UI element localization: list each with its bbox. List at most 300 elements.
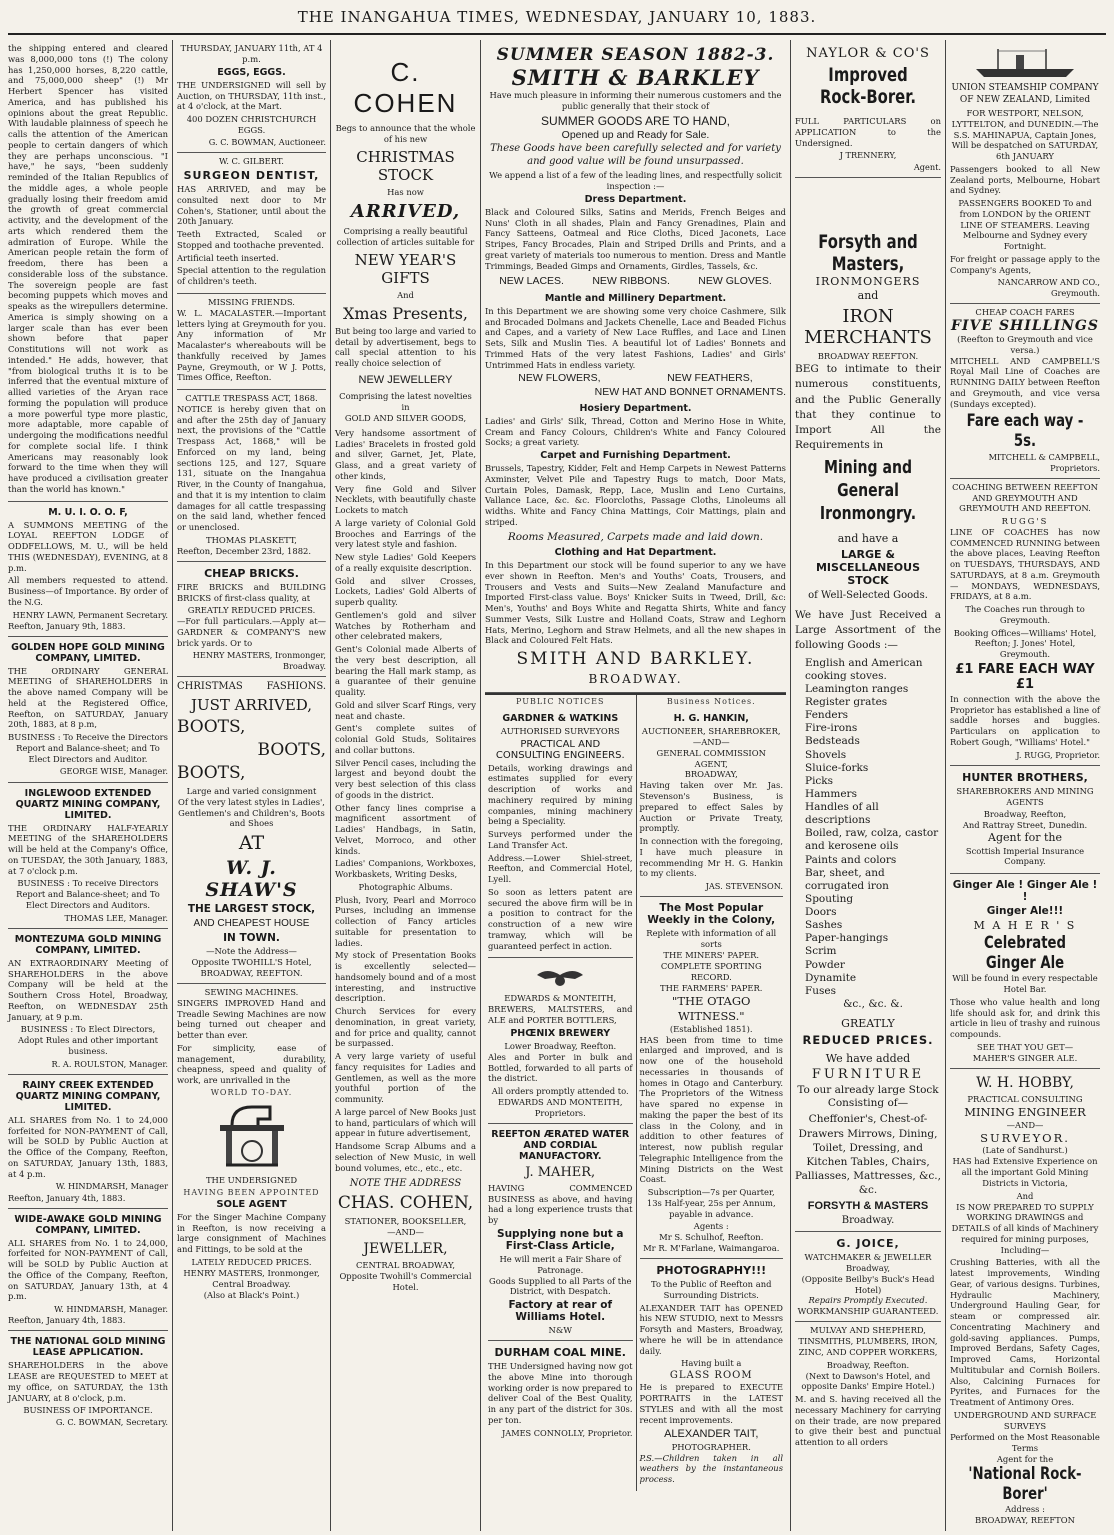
ad-firm: FORSYTH & MASTERS bbox=[807, 1200, 929, 1213]
notice-signature: W. HINDMARSH, Manager. bbox=[54, 1304, 168, 1315]
ad-boots-3: BOOTS, bbox=[177, 762, 246, 783]
ad-line: Mr S. Schulhof, Reefton. bbox=[659, 1232, 764, 1243]
ad-note: —Note the Address— bbox=[206, 946, 297, 957]
ad-body: HAS been from time to time enlarged and improved, and is now one of the household necessaries in thousands of homes in Otago and Canterbury. The Proprietors of the Witness have spared no expense in making the paper the best of its class in the Colony, and in addition to other features of interest, now publish regular Telegraphic Intelligence from the Mining Districts on the West Coast. bbox=[639, 1034, 783, 1185]
ad-body: PASSENGERS BOOKED To and from LONDON by the ORIENT LINE OF STEAMERS. Leaving Melbourne and Sydney every Fortnight. bbox=[958, 198, 1092, 252]
ad-address: BROADWAY, REEFTON. bbox=[200, 967, 303, 978]
ad-arrived: JUST ARRIVED, bbox=[190, 695, 313, 714]
ad-jeweller: JEWELLER, bbox=[363, 1241, 448, 1258]
ad-line: Comprising a really beautiful collection of articles suitable for bbox=[336, 226, 475, 248]
ad-item: Gent's Colonial made Alberts of the very best description, all bearing the Hall mark stamp, as a guarantee of their genuine quality. bbox=[335, 644, 476, 698]
notice-body: THE ORDINARY GENERAL MEETING of SHAREHOLDERS in the above named Company will be held at the Registered Office, Reefton, on SATURDAY, January 20th, 1883, at 8 p.m, bbox=[8, 665, 168, 730]
notice-rainy-creek bbox=[8, 1075, 168, 1209]
ad-line: Broadway. bbox=[841, 1214, 895, 1226]
ad-factory: Factory at rear of Williams Hotel. bbox=[508, 1299, 613, 1324]
ad-signature: HENRY MASTERS, Ironmonger, Central Broadway. bbox=[183, 1267, 320, 1289]
ad-boots-1: BOOTS, bbox=[177, 716, 246, 737]
ad-title: "THE OTAGO WITNESS." bbox=[672, 993, 751, 1023]
ad-and: And bbox=[397, 289, 414, 300]
notice-golden-hope bbox=[8, 637, 168, 783]
ad-body: For freight or passage apply to the Company's Agents, bbox=[950, 253, 1100, 275]
ad-line: Large and varied consignment bbox=[186, 785, 317, 796]
ad-line: Will be found in every respectable Hotel Bar. bbox=[952, 973, 1098, 995]
column-6 bbox=[945, 40, 1104, 1531]
ad-line: MINING ENGINEER bbox=[964, 1104, 1086, 1119]
ad-body: FOR WESTPORT, NELSON, LYTTELTON, and DUNEDIN.—The S.S. MAHINAPUA, Captain Jones, Will be despatched on SATURDAY, 6th JANUARY bbox=[951, 108, 1099, 162]
ad-heading: EDWARDS & MONTEITH, bbox=[504, 993, 617, 1004]
goods-item: Powder bbox=[805, 958, 845, 971]
ad-body: Having taken over Mr. Jas. Stevenson's Business, is prepared to effect Sales by Auction or Private Treaty, promptly. bbox=[639, 780, 783, 834]
goods-item: English and American cooking stoves. bbox=[805, 656, 923, 682]
ad-signature: THOMAS PLASKETT, bbox=[206, 534, 297, 545]
masthead-title: THE INANGAHUA TIMES, WEDNESDAY, JANUARY 10, 1883. bbox=[297, 8, 817, 26]
goods-item: Shovels bbox=[805, 748, 847, 761]
ad-heading: GARDNER & WATKINS bbox=[502, 712, 619, 724]
ad-gardner-watkins bbox=[488, 708, 633, 959]
ad-date: Reefton, December 23rd, 1882. bbox=[177, 545, 312, 556]
ad-prices: LATELY REDUCED PRICES. bbox=[191, 1256, 312, 1267]
ad-eggs bbox=[177, 40, 326, 153]
notice-body: ALL SHARES from No. 1 to 24,000 forfeited for NON-PAYMENT of Call, will be SOLD by Public Auction at the Office of the Company, Reefton, on SATURDAY, January 13th, 1883, at 4 p.m. bbox=[8, 1114, 168, 1179]
ad-body: —For full particulars.—Apply at—GARDNER & COMPANY'S new brick yards. Or to bbox=[177, 616, 326, 648]
ad-hobby bbox=[950, 1069, 1100, 1531]
goods-item: Doors bbox=[805, 906, 837, 919]
ad-line: —AND— bbox=[387, 1227, 424, 1238]
ad-heading: H. G. HANKIN, bbox=[673, 712, 749, 724]
ad-dept-body: In this Department our stock will be found superior to any we have ever shown in Reefton. Men's and Youths' Coats, Trousers, and Trousers and Vests and Suits—New Zealand Manufacture and Imported First-class value. Boys' Knicker Suits in Tweed, Drill, &c: Men's, Youths' and Boys White and Regatta Shirts, White and fancy Summer Vests, Silk Lustre and Holland Coats, Straw and Leghorn Hats, Merino, Leghorn and Straw Helmets, and all the new shapes in Black and Coloured Felt Hats. bbox=[485, 560, 786, 646]
ad-durham-coal bbox=[488, 1341, 633, 1443]
ad-heading: PHOTOGRAPHY!!! bbox=[656, 1264, 767, 1278]
notice-heading: GOLDEN HOPE GOLD MINING COMPANY, LIMITED. bbox=[11, 641, 165, 664]
ad-town: IN TOWN. bbox=[223, 932, 280, 945]
ad-line: Special attention to the regulation of children's teeth. bbox=[177, 265, 326, 287]
ad-heading: REEFTON ÆRATED WATER AND CORDIAL MANUFACTORY. bbox=[491, 1128, 630, 1162]
ad-line: UNDERGROUND AND SURFACE SURVEYS bbox=[953, 1409, 1097, 1431]
ad-signature: G. C. BOWMAN, Auctioneer. bbox=[208, 136, 326, 147]
notice-signature: G. C. BOWMAN, Secretary. bbox=[55, 1417, 168, 1428]
goods-item: Dynamite bbox=[805, 971, 857, 984]
ad-line: (Opposite Beilby's Buck's Head Hotel) bbox=[801, 1273, 935, 1295]
ad-body: Crushing Batteries, with all the latest improvements, Winding Gear, of various designs. Turbines, Hydraulic Machinery, Underground Hauling Gear, for steam or compressed air. Concentrating Machinery and gold-saving appliances. Pumps, Improved Berdans, Safety Cages, Improved Cams, Horizontal Multitubular and Cornish Boilers. Also, Calcining Furnaces for Pyrites, and Furnaces for the Treatment of Antimony Ores. bbox=[950, 1257, 1100, 1408]
ad-line: WORKMANSHIP GUARANTEED. bbox=[797, 1306, 939, 1317]
ad-dept-heading: Carpet and Furnishing Department. bbox=[540, 450, 731, 461]
goods-item: Register grates bbox=[805, 696, 888, 709]
ad-heading: COACHING BETWEEN REEFTON AND GREYMOUTH AND GREYMOUTH AND REEFTON. bbox=[952, 481, 1098, 514]
goods-item: Bedsteads bbox=[805, 735, 860, 748]
ad-body: But being too large and varied to detail by advertisement, begs to call special attention to his really choice selection of bbox=[335, 325, 476, 369]
notice-body: AN EXTRAORDINARY Meeting of SHAREHOLDERS in the above Company will be held at the Southern Cross Hotel, Broadway, Reefton, on WEDNESDAY 25th January, at 9 p.m. bbox=[8, 957, 168, 1022]
ad-body: HAS ARRIVED, and may be consulted next door to Mr Cohen's, Stationer, until about the 20th January. bbox=[177, 184, 326, 227]
ad-new-row bbox=[485, 372, 786, 386]
ad-signature: NANCARROW AND CO., Greymouth. bbox=[997, 277, 1100, 298]
ad-broadway: BROADWAY. bbox=[588, 672, 683, 687]
ad-line: Mr R. M'Farlane, Waimangaroa. bbox=[643, 1243, 780, 1254]
ad-new: NEW HAT AND BONNET ORNAMENTS. bbox=[594, 386, 786, 399]
goods-item: Paints and colors bbox=[805, 853, 897, 866]
ad-stock: CHRISTMAS STOCK bbox=[356, 147, 455, 184]
notice-signature: THOMAS LEE, Manager. bbox=[64, 912, 168, 923]
ad-line: Artificial teeth inserted. bbox=[177, 252, 279, 263]
goods-item: &c., &c. &. bbox=[843, 997, 903, 1010]
ad-pound: £1 FARE EACH WAY £1 bbox=[955, 661, 1095, 692]
ad-body: ALEXANDER TAIT has OPENED his NEW STUDIO, next to Messrs Forsyth and Masters, Broadway, where he will be in attendance daily. bbox=[639, 1302, 783, 1356]
ad-season: SUMMER SEASON 1882-3. bbox=[496, 45, 775, 65]
ad-line: Comprising the latest novelties in bbox=[339, 391, 472, 413]
ad-body: FULL PARTICULARS on APPLICATION to the Undersigned. bbox=[795, 116, 941, 148]
ad-tagline: These Goods have been carefully selected and for variety and good value will be found unsurpassed. bbox=[490, 142, 781, 167]
ad-borer-wrap bbox=[795, 64, 941, 108]
notice-signature: GEORGE WISE, Manager. bbox=[59, 766, 168, 777]
ad-line: GOLD AND SILVER GOODS, bbox=[344, 412, 467, 423]
ad-smith-barkley bbox=[485, 40, 786, 693]
ad-line: Opposite Twohill's Commercial Hotel. bbox=[339, 1271, 472, 1293]
masthead bbox=[0, 0, 1114, 40]
ad-line: THE MINERS' PAPER. bbox=[663, 950, 760, 961]
ad-hankin bbox=[640, 708, 784, 898]
ad-line: and have a bbox=[837, 531, 899, 545]
ad-new: NEW FLOWERS, bbox=[518, 372, 601, 385]
ad-item: Gold and silver Scarf Rings, very neat and chaste. bbox=[335, 699, 476, 721]
ad-line: To our already large Stock Consisting of— bbox=[797, 1083, 939, 1109]
ad-mulvay-shepherd bbox=[795, 1322, 941, 1454]
ad-heading: The Most Popular Weekly in the Colony, bbox=[647, 902, 776, 927]
notice-national bbox=[8, 1331, 168, 1432]
ad-union-steamship bbox=[950, 40, 1100, 304]
ad-line: GREATLY bbox=[841, 1017, 895, 1031]
ad-at: AT bbox=[238, 832, 265, 855]
column-2 bbox=[172, 40, 330, 1531]
notice-body: A SUMMONS MEETING of the LOYAL REEFTON LODGE of ODDFELLOWS, M. U., will be held THIS (WEDNESDAY), EVENING, at 8 p.m. bbox=[8, 519, 168, 573]
ad-new: NEW LACES. bbox=[499, 275, 564, 288]
ad-heading-right: FASHIONS. bbox=[266, 680, 326, 692]
ad-heading: EGGS, EGGS. bbox=[217, 66, 286, 78]
ad-new: NEW FEATHERS, bbox=[667, 372, 753, 385]
ad-line: STATIONER, BOOKSELLER, bbox=[344, 1216, 467, 1227]
goods-item: Bar, sheet, and corrugated iron bbox=[805, 866, 889, 892]
ad-bricks bbox=[177, 562, 326, 677]
ad-photography bbox=[640, 1259, 784, 1491]
ad-line: Lower Broadway, Reefton. bbox=[504, 1040, 617, 1051]
ad-furniture: FURNITURE bbox=[811, 1066, 925, 1082]
goods-item: Boiled, raw, colza, castor and kerosene oils bbox=[805, 827, 939, 853]
ad-item: Gentlemen's gold and silver Watches by Rotherham and other celebrated makers, bbox=[335, 609, 476, 642]
notice-inglewood bbox=[8, 783, 168, 929]
notices-grid bbox=[485, 693, 786, 1491]
ad-firm-footer: SMITH AND BARKLEY. bbox=[516, 649, 755, 670]
ad-item: New style Ladies' Gold Keepers of a really exquisite description. bbox=[335, 552, 476, 573]
ad-line: (Late of Sandhurst.) bbox=[982, 1145, 1068, 1156]
ad-borer: Improved Rock-Borer. bbox=[819, 64, 917, 108]
ad-hunter-brothers bbox=[950, 766, 1100, 874]
ad-line: Have much pleasure in informing their numerous customers and the public generally that their stock of bbox=[489, 90, 782, 111]
ad-joice bbox=[795, 1232, 941, 1323]
ad-line: Broadway, bbox=[846, 1262, 890, 1273]
goods-item: Fuses bbox=[805, 984, 837, 997]
notice-wide-awake bbox=[8, 1209, 168, 1332]
ad-merchants: IRON MERCHANTS bbox=[804, 306, 932, 349]
ad-body: For simplicity, ease of management, durability, cheapness, speed and quality of work, are unrivalled in the bbox=[177, 1042, 326, 1086]
ad-signature: JAMES CONNOLLY, Proprietor. bbox=[502, 1427, 633, 1438]
ad-rugg-coaches bbox=[950, 479, 1100, 766]
ad-line: TINSMITHS, PLUMBERS, IRON, ZINC, AND COPPER WORKERS, bbox=[798, 1336, 938, 1357]
ad-line: We append a list of a few of the leading lines, and respectfully solicit inspection :— bbox=[489, 170, 782, 192]
ad-five: FIVE SHILLINGS bbox=[951, 317, 1099, 334]
ad-dept-heading: Hosiery Department. bbox=[579, 402, 692, 414]
ad-line: All orders promptly attended to. bbox=[491, 1086, 629, 1096]
ad-heading: DURHAM COAL MINE. bbox=[494, 1346, 626, 1360]
ad-sole-agent: SOLE AGENT bbox=[216, 1198, 287, 1210]
ad-item: My stock of Presentation Books is excellently selected—handsomely bound and of a most interesting, and instructive description. bbox=[335, 950, 476, 1004]
ad-body: IS NOW PREPARED TO SUPPLY WORKING DRAWINGS and DETAILS of all kinds of Machinery required for mining purposes, Including— bbox=[951, 1201, 1099, 1255]
ad-line: Agent for the bbox=[996, 1453, 1054, 1464]
ad-line: —AND— bbox=[1006, 1119, 1044, 1130]
section-label: PUBLIC NOTICES bbox=[516, 696, 605, 706]
ad-lot: 400 DOZEN CHRISTCHURCH EGGS. bbox=[186, 114, 317, 136]
ad-item: Church Services for every denomination, in great variety, and for price and quality, cannot be surpassed. bbox=[335, 1006, 476, 1049]
ad-heading: Forsyth and Masters, bbox=[818, 230, 918, 275]
masthead-rule bbox=[8, 33, 1106, 35]
notice-heading: RAINY CREEK EXTENDED QUARTZ MINING COMPANY, LIMITED. bbox=[15, 1079, 161, 1113]
ad-heading: W. H. HOBBY, bbox=[976, 1074, 1074, 1091]
ad-line: We have added bbox=[825, 1052, 911, 1066]
notice-date: Reefton, January 4th, 1883. bbox=[8, 1192, 126, 1203]
ad-new-row bbox=[485, 275, 786, 289]
goods-item: Scrim bbox=[805, 945, 837, 958]
ad-item: A large parcel of New Books just to hand, particulars of which will appear in future advertisement, bbox=[335, 1106, 476, 1139]
notice-body: ALL SHARES from No. 1 to 24,000, forfeited for NON-PAYMENT of Call, will be SOLD by Public Auction at the Office of the Company, Reefton, on SATURDAY, January 13th, at 4 p.m. bbox=[8, 1237, 168, 1302]
ad-line: AUCTIONEER, SHAREBROKER, bbox=[641, 725, 781, 736]
ad-gifts: NEW YEAR'S GIFTS bbox=[354, 250, 457, 287]
ad-maher: J. MAHER, bbox=[525, 1164, 596, 1180]
ad-line: PHOTOGRAPHER. bbox=[671, 1441, 751, 1452]
section-label: Business Notices. bbox=[666, 696, 756, 706]
ad-line: Broadway, Reefton. bbox=[826, 1359, 910, 1370]
ad-line: THE FARMERS' PAPER. bbox=[660, 982, 763, 993]
ad-line: GENERAL COMMISSION AGENT, bbox=[656, 747, 766, 769]
notice-montezuma bbox=[8, 929, 168, 1075]
ad-reduced: REDUCED PRICES. bbox=[802, 1033, 934, 1048]
ad-line: of Well-Selected Goods. bbox=[808, 590, 928, 602]
ad-line: Scottish Imperial Insurance Company. bbox=[965, 845, 1085, 867]
notice-heading: M. U. I. O. O. F, bbox=[48, 506, 128, 518]
ad-goods: SUMMER GOODS ARE TO HAND, bbox=[541, 113, 730, 128]
ad-also: (Also at Black's Point.) bbox=[203, 1289, 300, 1300]
notice-muioof bbox=[8, 502, 168, 637]
ad-dept-body: In this Department we are showing some very choice Cashmere, Silk and Brocaded Dolmans and Jackets Chenelle, Lace and Beaded Fichus and Capes, and a variety of New Lace Ruffles, and Lace and Linen Sets, Silk and Muslin Ties. A beautiful lot of Ladies' Bonnets and Trimmed Hats of the very latest Fashions, Ladies' and Girls' Untrimmed Hats in endless variety. bbox=[485, 305, 786, 370]
ad-line: And Rattray Street, Dunedin. bbox=[962, 820, 1088, 831]
column-5 bbox=[790, 40, 945, 1531]
ad-body: Ales and Porter in bulk and Bottled, forwarded to all parts of the district. bbox=[488, 1051, 633, 1084]
ad-line: Agent for the bbox=[988, 831, 1062, 845]
ad-cohen bbox=[335, 40, 476, 1297]
ad-line: (Established 1851). bbox=[669, 1023, 753, 1034]
ad-body: LINE OF COACHES has now COMMENCED RUNNING between the above places, Leaving Reefton on TUESDAYS, THURSDAYS, AND SATURDAYS, at 8 a.m. Greymouth— MONDAYS, WEDNESDAYS, FRIDAYS, at 8 a.m. bbox=[950, 526, 1100, 602]
ad-line: BROADWAY REEFTON. bbox=[817, 351, 919, 362]
ad-undersigned: THE UNDERSIGNED bbox=[205, 1174, 298, 1185]
ad-item: Gent's complete suites of colonial Gold Studs, Solitaires and collar buttons. bbox=[335, 723, 476, 755]
ad-christmas-fashions bbox=[177, 677, 326, 984]
goods-item: Spouting bbox=[805, 892, 854, 905]
ad-signature: EDWARDS AND MONTEITH, Proprietors. bbox=[497, 1096, 623, 1118]
ad-heading: SURGEON DENTIST, bbox=[183, 169, 320, 183]
ad-signature: J. RUGG, Proprietor. bbox=[1016, 749, 1100, 760]
ad-body: MITCHELL AND CAMPBELL'S Royal Mail Line of Coaches are RUNNING DAILY between Reefton and Greymouth, and vice versa (Sundays excepted). bbox=[950, 355, 1100, 409]
notice-business: BUSINESS OF IMPORTANCE. bbox=[23, 1405, 153, 1416]
ad-dept-heading: Mantle and Millinery Department. bbox=[544, 292, 727, 304]
ad-line: To the Public of Reefton and Surrounding Districts. bbox=[651, 1279, 772, 1300]
ad-line: IRONMONGERS bbox=[815, 274, 921, 288]
ad-dept-body: Ladies' and Girls' Silk, Thread, Cotton and Merino Hose in White, Cream and Fancy Colours, Children's White and Fancy Coloured Socks; a great variety. bbox=[485, 415, 786, 448]
article-text: the shipping entered and cleared was 8,000,000 tons (!) The colony has 1,250,000 horses, 8,220 cattle, and 75,000,000 sheep" (!) Mr Herbert Spencer has visited America, and has published his opinions about the great Republic. With laudable plainness of speech he calls the attention of the American people to certain dangers of which they are perhaps unconscious. "I have," he says, "been suddenly reminded of the Italian Republics of the middle ages, a whole people gradually losing their freedom amid the growth of great commercial activity, and the development of the arts which rendered them the admiration of Europe. While the American people retain the form of freedom, there has been a considerable loss of the substance. The sovereign people are fast becoming puppets which moves and speaks as the wirepullers determine. America is simply showing on a larger scale than has ever been shown before that paper Constitutions will not work as intended." He adds, however, that "from biological truths it is to be inferred that the eventual mixture of allied varieties of the Aryan race forming the population will produce a more powerful type more plastic, more adaptable, more capable of undergoing the modifications needful for complete social life. I think Americans may reasonably look forward to the time when they will have produced a civilisation greater than the world has known." bbox=[8, 43, 168, 494]
ad-line: Repairs Promptly Executed. bbox=[808, 1295, 928, 1306]
ad-prices: GREATLY REDUCED PRICES. bbox=[187, 605, 316, 616]
ad-line: MAHER'S GINGER ALE. bbox=[972, 1052, 1078, 1063]
ad-line: CENTRAL BROADWAY, bbox=[355, 1260, 456, 1271]
ad-chas: CHAS. COHEN, bbox=[337, 1193, 474, 1214]
ad-signature: J TRENNERY, bbox=[839, 150, 897, 161]
notice-heading: INGLEWOOD EXTENDED QUARTZ MINING COMPANY, LIMITED. bbox=[15, 787, 161, 821]
ad-body: FIRE BRICKS and BUILDING BRICKS of first-class quality, at bbox=[177, 581, 326, 603]
ad-heading: MULVAY AND SHEPHERD, bbox=[810, 1325, 926, 1336]
ad-line: Replete with information of all sorts bbox=[646, 928, 777, 950]
ad-body: For the Singer Machine Company in Reefton, is now receiving a large consignment of Machines and Fittings, to be sold at the bbox=[177, 1211, 326, 1254]
ad-line: He will merit a Fair Share of Patronage. bbox=[499, 1253, 622, 1275]
eagle-emblem-icon bbox=[535, 965, 585, 989]
ad-body: M. and S. having received all the necessary Machinery for carrying on their trade, are now prepared to give their best and punctual attention to all orders bbox=[795, 1394, 941, 1448]
ad-item: A large variety of Colonial Gold Brooches and Earrings of the very latest style and fashion. bbox=[335, 517, 476, 550]
ad-line: Begs to announce that the whole of his new bbox=[335, 123, 476, 144]
notice-date: Reefton, January 4th, 1883. bbox=[8, 1315, 126, 1326]
ad-body: THE UNDERSIGNED will sell by Auction, on THURSDAY, 11th inst., at 4 o'clock, at the Mart. bbox=[177, 79, 326, 112]
ad-naylor bbox=[795, 40, 941, 178]
ad-heading: HUNTER BROTHERS, bbox=[962, 770, 1088, 784]
ad-mining: Mining and General Ironmongry. bbox=[819, 456, 917, 525]
ad-coach-fares bbox=[950, 304, 1100, 479]
ad-fare-wrap bbox=[950, 411, 1100, 451]
goods-item: Fenders bbox=[805, 709, 849, 722]
ad-line: SHAREBROKERS AND MINING AGENTS bbox=[956, 785, 1094, 807]
ad-dept-heading: Clothing and Hat Department. bbox=[554, 547, 717, 559]
ad-signature: HENRY MASTERS, Ironmonger, Broadway. bbox=[192, 650, 326, 671]
ad-xmas: Xmas Presents, bbox=[343, 303, 468, 323]
ad-opened: Opened up and Ready for Sale. bbox=[561, 129, 710, 142]
ad-note: NOTE THE ADDRESS bbox=[349, 1178, 462, 1190]
goods-item: Leamington ranges bbox=[805, 682, 909, 695]
ad-arrived: ARRIVED, bbox=[350, 201, 461, 223]
ad-largest: THE LARGEST STOCK, bbox=[187, 903, 316, 916]
ad-new: NEW RIBBONS. bbox=[592, 275, 670, 288]
ad-item: A very large variety of useful fancy requisites for Ladies and Gentlemen, as well as the more youthful portion of the community. bbox=[335, 1051, 476, 1105]
ad-national: 'National Rock-Borer' bbox=[968, 1464, 1082, 1505]
ad-body: Booking Offices—Williams' Hotel, Reefton; J. Jones' Hotel, Greymouth. bbox=[953, 627, 1097, 660]
ad-world: WORLD TO-DAY. bbox=[210, 1087, 293, 1097]
ad-heading: CHEAP BRICKS. bbox=[204, 566, 299, 580]
ad-body: Details, working drawings and estimates supplied for every description of works and machinery required by mining companies, mining machinery being a Speciality. bbox=[488, 762, 633, 827]
goods-item: Handles of all descriptions bbox=[805, 801, 879, 827]
notice-body: THE ORDINARY HALF-YEARLY MEETING of the SHAREHOLDERS will be held at the Company's Office, on TUESDAY, the 30th January, 1883, at 7 o'clock p.m. bbox=[8, 822, 168, 876]
ad-sewing-machines bbox=[177, 984, 326, 1305]
ad-line: BROADWAY, bbox=[684, 769, 738, 780]
ad-celebrated-wrap bbox=[950, 933, 1100, 973]
ad-line: WATCHMAKER & JEWELLER bbox=[804, 1251, 932, 1262]
ad-line: Address : bbox=[1005, 1504, 1045, 1515]
ad-heading: CATTLE TRESPASS ACT, 1868. bbox=[185, 393, 318, 404]
ad-body: Address.—Lower Shiel-street, Reefton, and Commercial Hotel, Lyell. bbox=[488, 852, 633, 885]
ad-item: Very fine Gold and Silver Necklets, with beautifully chaste Lockets to match bbox=[335, 483, 476, 516]
ad-heading: MISSING FRIENDS. bbox=[208, 296, 295, 307]
ad-body: The Coaches run through to Greymouth. bbox=[965, 604, 1085, 625]
columns bbox=[4, 40, 1110, 1531]
ad-body: Surveys performed under the Land Transfer Act. bbox=[488, 829, 633, 850]
ad-reefton-aerated bbox=[488, 1124, 633, 1341]
ad-body: P.S.—Children taken in all weathers by the instantaneous process. bbox=[639, 1452, 783, 1485]
ad-line: BROADWAY, REEFTON bbox=[975, 1515, 1075, 1526]
steamship-illustration bbox=[970, 47, 1080, 79]
ad-sub: PRACTICAL AND CONSULTING ENGINEERS. bbox=[495, 738, 625, 761]
ad-missing-friends bbox=[177, 294, 326, 390]
business-notices bbox=[636, 695, 787, 1491]
ad-mining-wrap bbox=[795, 456, 941, 526]
notice-business: BUSINESS : To Receive the Directors Report and Balance-sheet; and To Elect Directors and Auditor. bbox=[8, 732, 168, 764]
ad-heading: CHEAP COACH FARES bbox=[975, 306, 1075, 317]
ad-otago-witness bbox=[640, 897, 784, 1259]
column-4 bbox=[480, 40, 790, 1531]
sewing-machine-illustration bbox=[212, 1101, 292, 1171]
goods-item: Paper-hangings bbox=[805, 932, 889, 945]
ad-body: Passengers booked to all New Zealand ports, Melbourne, Hobart and Sydney. bbox=[950, 163, 1100, 196]
ad-mark: N&W bbox=[548, 1325, 572, 1336]
notice-business: BUSINESS : To receive Directors Report and Balance-sheet; and To Elect Directors and Auditors. bbox=[16, 878, 160, 910]
ad-item: Plush, Ivory, Pearl and Morroco Purses, including an immense collection of Fancy articles suitable for presentation to ladies. bbox=[335, 894, 476, 948]
ad-supply: Supplying none but a First-Class Article, bbox=[497, 1227, 624, 1252]
column-1 bbox=[4, 40, 172, 1531]
column-3 bbox=[330, 40, 480, 1531]
ad-heading: Ginger Ale!!! bbox=[986, 905, 1064, 918]
ad-dentist bbox=[177, 153, 326, 294]
ad-signature: ALEXANDER TAIT, bbox=[664, 1428, 759, 1441]
goods-item: Sluice-forks bbox=[805, 761, 869, 774]
notice-heading: MONTEZUMA GOLD MINING COMPANY, LIMITED. bbox=[14, 933, 162, 956]
ad-body: In connection with the foregoing, I have much pleasure in recommending Mr H. G. Hankin to my clients. bbox=[639, 836, 783, 879]
ad-line: SEE THAT YOU GET— bbox=[976, 1041, 1074, 1052]
ad-agent: Agent. bbox=[913, 161, 941, 172]
ad-jewellery: NEW JEWELLERY bbox=[358, 373, 453, 386]
ad-line: Of the very latest styles in Ladies', Gentlemen's and Children's, Boots and Shoes bbox=[178, 796, 325, 829]
ad-heading-left: CHRISTMAS bbox=[177, 680, 243, 692]
ad-heading: Ginger Ale ! Ginger Ale ! ! bbox=[952, 879, 1098, 904]
notice-signature: R. A. ROULSTON, Manager. bbox=[51, 1058, 168, 1069]
ad-line: (Next to Dawson's Hotel, and opposite Danks' Empire Hotel.) bbox=[801, 1370, 935, 1392]
ad-line: —AND— bbox=[692, 736, 730, 747]
ad-fm-wrap bbox=[795, 231, 941, 275]
ad-new: NEW GLOVES. bbox=[698, 275, 772, 288]
ad-large: LARGE & MISCELLANEOUS STOCK bbox=[815, 548, 920, 588]
ad-opposite: Opposite TWOHILL'S Hotel, bbox=[191, 957, 312, 968]
ad-glass: GLASS ROOM bbox=[669, 1370, 753, 1382]
ad-line: Goods Supplied to all Parts of the District, with Despatch. bbox=[489, 1275, 632, 1297]
ad-line: RUGG'S bbox=[1001, 516, 1049, 527]
ad-line: Performed on the Most Reasonable Terms bbox=[950, 1431, 1100, 1453]
ad-shop-name: W. J. SHAW'S bbox=[205, 857, 298, 902]
ad-celebrated: Celebrated Ginger Ale bbox=[983, 933, 1067, 974]
ad-forsyth-masters bbox=[795, 178, 941, 1232]
ad-phoenix: PHŒNIX BREWERY bbox=[510, 1027, 611, 1039]
ad-dept-body: Brussels, Tapestry, Kidder, Felt and Hemp Carpets in Newest Patterns Axminster, Velvet Pile and Tapestry Rugs to match, Door Mats, Curtain Poles, Damask, Repp, Lace, Muslin and Leno Curtains, Vallance Lace, &c. &c. Floorcloths, Passage Cloths, Linoleums all widths. White and Fancy China Mattings, Coir Mattings, plain and striped. bbox=[485, 463, 786, 527]
ad-heading-row bbox=[177, 680, 326, 693]
ad-cheapest: AND CHEAPEST HOUSE bbox=[193, 918, 310, 930]
ad-line: PRACTICAL CONSULTING bbox=[967, 1093, 1083, 1104]
ad-body: NOTICE is hereby given that on and after the 25th day of January next, the provisions of the "Cattle Trespass Act, 1868," will be Enforced on my land, being sections 125, and 127, Square 131, situate on the Inangahua River, in the County of Inangahua, and that it is my intention to claim damages for all cattle trespassing on the said land, whether fenced or unenclosed. bbox=[177, 403, 326, 533]
